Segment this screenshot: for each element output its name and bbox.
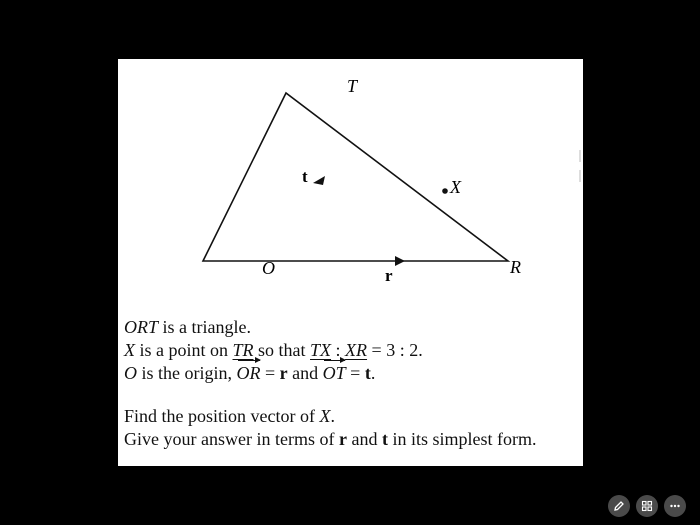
vector-t-bold: t xyxy=(364,363,371,383)
ratio-value: = 3 : 2. xyxy=(367,340,423,360)
label-X: X xyxy=(450,177,461,197)
line2-text: is a point on xyxy=(135,340,233,360)
question-line-1 xyxy=(124,318,251,336)
viewer-toolbar xyxy=(608,495,686,517)
give-r: r xyxy=(338,429,347,449)
grid-icon[interactable] xyxy=(636,495,658,517)
question-line-5 xyxy=(124,430,536,448)
find-x: X xyxy=(319,406,331,426)
arrow-r xyxy=(395,256,405,266)
question-sheet xyxy=(118,59,583,466)
line1-rest: is a triangle. xyxy=(158,317,251,337)
label-t: t xyxy=(302,167,308,186)
pencil-icon[interactable] xyxy=(608,495,630,517)
page-edge-marks xyxy=(579,150,581,188)
label-T: T xyxy=(347,76,358,96)
give-t: t xyxy=(381,429,388,449)
question-line-4 xyxy=(124,407,335,425)
triangle-diagram xyxy=(118,59,583,299)
arrow-t xyxy=(313,176,325,185)
vector-OT: OT xyxy=(322,363,346,383)
point-X-dot xyxy=(442,188,448,194)
give-and: and xyxy=(346,429,382,449)
triangle-ORT xyxy=(203,93,508,261)
ratio-colon: : xyxy=(331,340,346,360)
label-R: R xyxy=(510,257,521,277)
question-line-2 xyxy=(124,341,423,359)
and-text: and xyxy=(287,363,323,383)
triangle-name: ORT xyxy=(124,317,159,337)
label-O: O xyxy=(262,258,275,278)
label-r: r xyxy=(385,266,393,285)
find-period: . xyxy=(330,406,335,426)
vector-r-bold: r xyxy=(279,363,288,383)
equals: = xyxy=(260,363,280,383)
segment-TR: TR xyxy=(232,340,254,360)
line3-text: is the origin, xyxy=(137,363,237,383)
equals-2: = xyxy=(345,363,365,383)
line2-text-b: so that xyxy=(253,340,311,360)
vector-OR: OR xyxy=(236,363,261,383)
give-text: Give your answer in terms of xyxy=(124,429,339,449)
segment-TX: TX xyxy=(310,340,332,360)
point-x-text: X xyxy=(124,340,135,360)
origin-text: O xyxy=(124,363,137,383)
give-rest: in its simplest form. xyxy=(387,429,537,449)
period: . xyxy=(370,363,376,383)
more-icon[interactable] xyxy=(664,495,686,517)
segment-XR: XR xyxy=(345,340,368,360)
question-line-3 xyxy=(124,364,375,382)
find-text: Find the position vector of xyxy=(124,406,320,426)
